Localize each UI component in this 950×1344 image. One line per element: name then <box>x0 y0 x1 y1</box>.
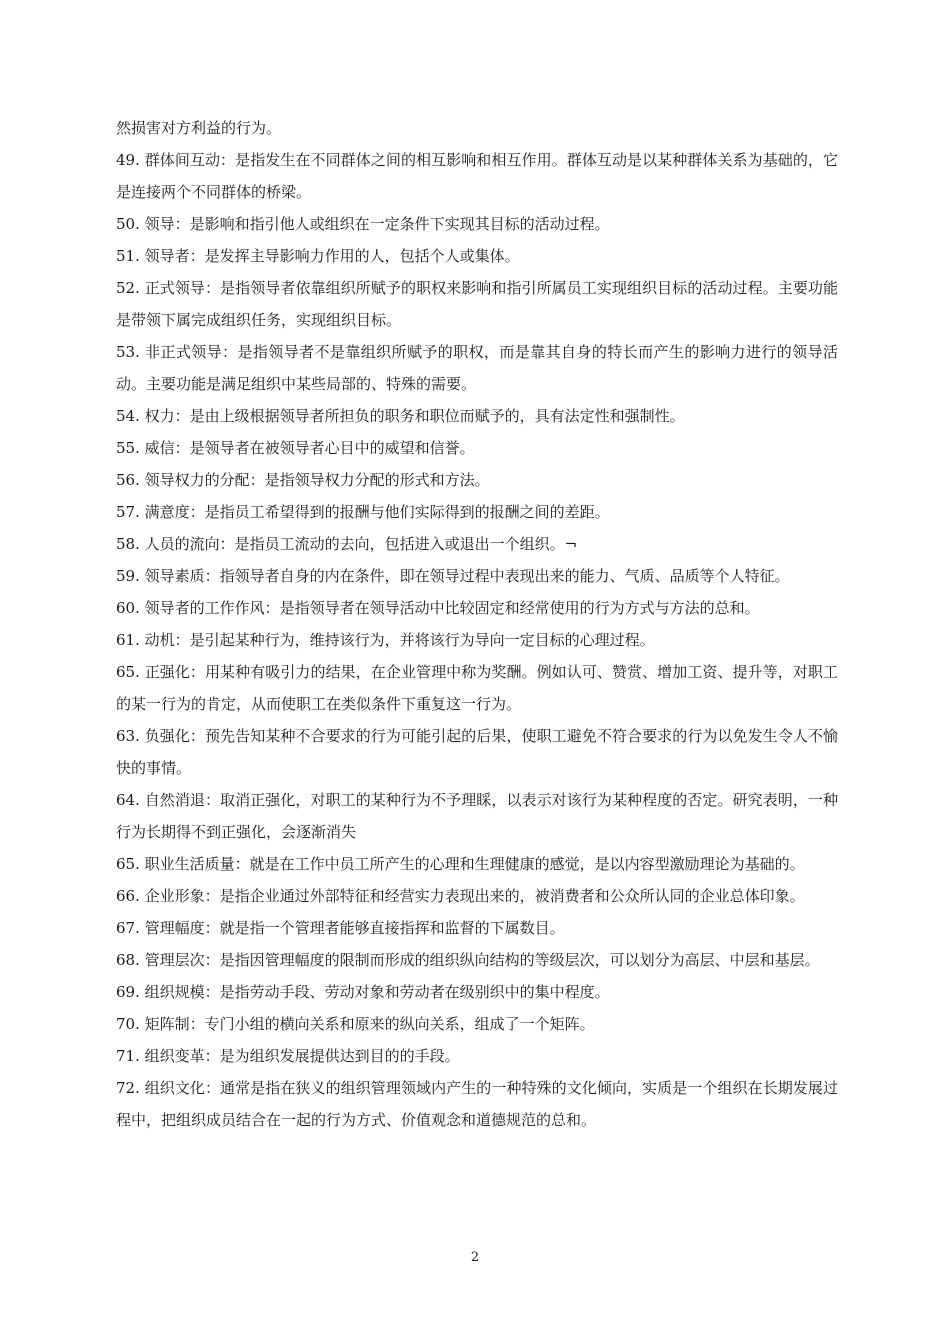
paragraph: 61. 动机：是引起某种行为，维持该行为，并将该行为导向一定目标的心理过程。 <box>116 631 655 649</box>
paragraph: 67. 管理幅度：就是指一个管理者能够直接指挥和监督的下属数目。 <box>116 919 565 937</box>
paragraph: 66. 企业形象：是指企业通过外部特征和经营实力表现出来的，被消费者和公众所认同的企业总体印象。 <box>116 887 805 905</box>
paragraph: 69. 组织规模：是指劳动手段、劳动对象和劳动者在级别织中的集中程度。 <box>116 983 610 1001</box>
paragraph: 57. 满意度：是指员工希望得到的报酬与他们实际得到的报酬之间的差距。 <box>116 503 610 521</box>
paragraph: 56. 领导权力的分配：是指领导权力分配的形式和方法。 <box>116 471 490 489</box>
paragraph: 然损害对方利益的行为。 <box>116 119 282 137</box>
paragraph: 59. 领导素质：指领导者自身的内在条件，即在领导过程中表现出来的能力、气质、品质等个人特征。 <box>116 567 790 585</box>
paragraph: 70. 矩阵制：专门小组的横向关系和原来的纵向关系，组成了一个矩阵。 <box>116 1015 595 1033</box>
document-body <box>116 112 838 1136</box>
paragraph: 68. 管理层次：是指因管理幅度的限制而形成的组织纵向结构的等级层次，可以划分为高层、中层和基层。 <box>116 951 820 969</box>
paragraph: 63. 负强化：预先告知某种不合要求的行为可能引起的后果，使职工避免不符合要求的行为以免发生令人不愉快的事情。 <box>116 727 838 777</box>
paragraph: 72. 组织文化：通常是指在狭义的组织管理领域内产生的一种特殊的文化倾向，实质是一个组织在长期发展过程中，把组织成员结合在一起的行为方式、价值观念和道德规范的总和。 <box>116 1079 838 1129</box>
paragraph: 65. 正强化：用某种有吸引力的结果，在企业管理中称为奖酬。例如认可、赞赏、增加工资、提升等，对职工的某一行为的肯定，从而使职工在类似条件下重复这一行为。 <box>116 663 838 713</box>
paragraph: 58. 人员的流向：是指员工流动的去向，包括进入或退出一个组织。¬ <box>116 535 578 553</box>
page-number: 2 <box>470 1250 480 1265</box>
paragraph: 51. 领导者：是发挥主导影响力作用的人，包括个人或集体。 <box>116 247 520 265</box>
paragraph: 53. 非正式领导：是指领导者不是靠组织所赋予的职权，而是靠其自身的特长而产生的影响力进行的领导活动。主要功能是满足组织中某些局部的、特殊的需要。 <box>116 343 838 393</box>
paragraph: 52. 正式领导：是指领导者依靠组织所赋予的职权来影响和指引所属员工实现组织目标的活动过程。主要功能是带领下属完成组织任务，实现组织目标。 <box>116 279 838 329</box>
paragraph: 54. 权力：是由上级根据领导者所担负的职务和职位而赋予的，具有法定性和强制性。 <box>116 407 685 425</box>
paragraph: 65. 职业生活质量：就是在工作中员工所产生的心理和生理健康的感觉，是以内容型激励理论为基础的。 <box>116 855 805 873</box>
paragraph: 55. 威信：是领导者在被领导者心目中的威望和信誉。 <box>116 439 475 457</box>
paragraph: 60. 领导者的工作作风：是指领导者在领导活动中比较固定和经常使用的行为方式与方法的总和。 <box>116 599 760 617</box>
paragraph: 71. 组织变革：是为组织发展提供达到目的的手段。 <box>116 1047 460 1065</box>
paragraph: 64. 自然消退：取消正强化，对职工的某种行为不予理睬，以表示对该行为某种程度的否定。研究表明，一种行为长期得不到正强化，会逐渐消失 <box>116 791 838 841</box>
paragraph: 50. 领导：是影响和指引他人或组织在一定条件下实现其目标的活动过程。 <box>116 215 610 233</box>
paragraph: 49. 群体间互动：是指发生在不同群体之间的相互影响和相互作用。群体互动是以某种群体关系为基础的，它是连接两个不同群体的桥梁。 <box>116 151 838 201</box>
